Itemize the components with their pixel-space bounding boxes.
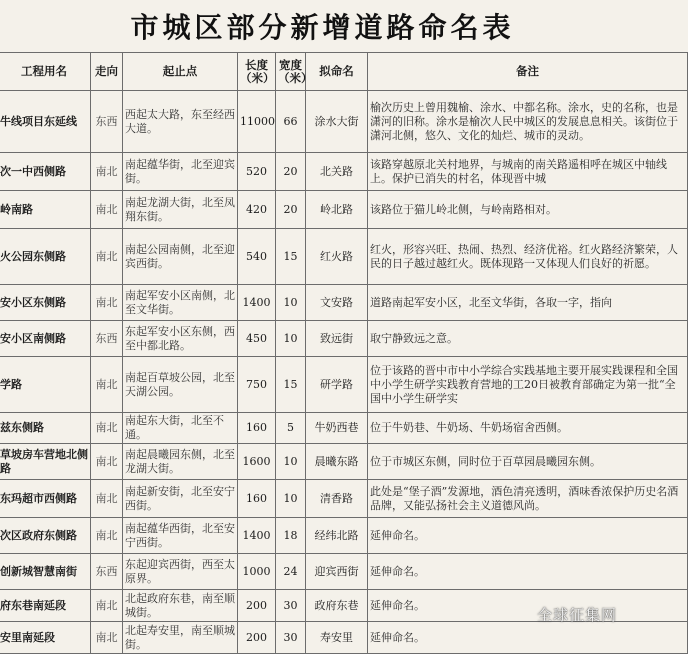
new-name: 文安路 [306,285,368,321]
project-name: 东玛超市西侧路 [0,480,91,518]
width: 20 [276,191,306,229]
length: 1000 [238,554,276,590]
project-name: 草坡房车营地北侧路 [0,444,91,480]
route: 南起晨曦园东侧，北至龙湖大街。 [123,444,238,480]
length: 750 [238,357,276,413]
project-name: 次一中西侧路 [0,153,91,191]
table-row [0,191,688,229]
direction: 南北 [91,413,123,444]
direction: 南北 [91,229,123,285]
width: 18 [276,518,306,554]
project-name: 安小区东侧路 [0,285,91,321]
note: 延伸命名。 [368,554,688,590]
new-name: 致远街 [306,321,368,357]
project-name: 安小区南侧路 [0,321,91,357]
route: 东起军安小区东侧，西至中都北路。 [123,321,238,357]
length: 540 [238,229,276,285]
note: 位于市城区东侧，同时位于百草园晨曦园东侧。 [368,444,688,480]
direction: 南北 [91,285,123,321]
new-name: 研学路 [306,357,368,413]
header-project: 工程用名 [0,53,91,91]
note: 取宁静致远之意。 [368,321,688,357]
route: 北起政府东巷，南至顺城街。 [123,590,238,622]
length: 1600 [238,444,276,480]
note: 该路位于猫儿岭北侧，与岭南路相对。 [368,191,688,229]
width: 30 [276,622,306,654]
new-name: 清香路 [306,480,368,518]
project-name: 安里南延段 [0,622,91,654]
length: 200 [238,622,276,654]
direction: 东西 [91,321,123,357]
length: 200 [238,590,276,622]
page-title: 市城区部分新增道路命名表 [130,11,515,44]
header-note: 备注 [368,53,688,91]
header-width: 宽度 （米） [276,53,306,91]
project-name: 创新城智慧南街 [0,554,91,590]
width: 10 [276,321,306,357]
table-row [0,518,688,554]
length: 1400 [238,285,276,321]
table-row [0,357,688,413]
new-name: 晨曦东路 [306,444,368,480]
header-length: 长度 （米） [238,53,276,91]
watermark: 全球征集网 [537,606,618,624]
route: 南起东大街，北至不通。 [123,413,238,444]
new-name: 涂水大街 [306,91,368,153]
road-naming-table [0,52,688,654]
route: 南起蕴华街，北至迎宾街。 [123,153,238,191]
direction: 南北 [91,153,123,191]
new-name: 岭北路 [306,191,368,229]
project-name: 火公园东侧路 [0,229,91,285]
table-row [0,229,688,285]
project-name: 府东巷南延段 [0,590,91,622]
direction: 东西 [91,554,123,590]
note: 红火，形容兴旺、热闹、热烈、经济优裕。红火路经济繁荣，人民的日子越过越红火。既体现路一又体现人们良好的祈愿。 [368,229,688,285]
table-row [0,153,688,191]
width: 10 [276,285,306,321]
direction: 南北 [91,357,123,413]
table-row [0,554,688,590]
header-direction: 走向 [91,53,123,91]
direction: 南北 [91,590,123,622]
new-name: 北关路 [306,153,368,191]
direction: 南北 [91,518,123,554]
table-header-row [0,53,688,91]
route: 北起寿安里，南至顺城街。 [123,622,238,654]
direction: 南北 [91,622,123,654]
route: 南起龙湖大街，北至凤翔东街。 [123,191,238,229]
note: 该路穿越原北关村地界，与城南的南关路遥相呼在城区中轴线上。保护已消失的村名，体现晋中城 [368,153,688,191]
direction: 南北 [91,480,123,518]
route: 南起军安小区南侧，北至文华街。 [123,285,238,321]
direction: 东西 [91,91,123,153]
direction: 南北 [91,444,123,480]
table-row [0,622,688,654]
header-route: 起止点 [123,53,238,91]
length: 520 [238,153,276,191]
route: 南起蕴华西街，北至安宁西街。 [123,518,238,554]
table-row [0,444,688,480]
project-name: 牛线项目东延线 [0,91,91,153]
length: 11000 [238,91,276,153]
table-row [0,91,688,153]
width: 66 [276,91,306,153]
length: 450 [238,321,276,357]
length: 160 [238,480,276,518]
direction: 南北 [91,191,123,229]
route: 西起太大路，东至经西大道。 [123,91,238,153]
width: 10 [276,444,306,480]
project-name: 学路 [0,357,91,413]
new-name: 牛奶西巷 [306,413,368,444]
width: 15 [276,357,306,413]
note: 此处是“堡子酒”发源地，酒色清亮透明，酒味香浓保护历史名酒品牌，又能弘扬社会主义道德风尚。 [368,480,688,518]
table-row [0,285,688,321]
new-name: 经纬北路 [306,518,368,554]
width: 15 [276,229,306,285]
length: 1400 [238,518,276,554]
project-name: 岭南路 [0,191,91,229]
route: 东起迎宾西街，西至太原界。 [123,554,238,590]
table-row [0,321,688,357]
note: 道路南起军安小区，北至文华街，各取一字，指向 [368,285,688,321]
width: 10 [276,480,306,518]
table-row [0,480,688,518]
width: 24 [276,554,306,590]
new-name: 寿安里 [306,622,368,654]
length: 420 [238,191,276,229]
route: 南起新安街，北至安宁西街。 [123,480,238,518]
width: 20 [276,153,306,191]
note: 榆次历史上曾用魏榆、涂水、中都名称。涂水，史的名称，也是潇河的旧称。涂水是榆次人民中城区的发展息息相关。该街位于潇河北侧，悠久、文化的灿烂、城市的灵动。 [368,91,688,153]
note: 延伸命名。 [368,590,688,622]
new-name: 红火路 [306,229,368,285]
route: 南起百草坡公园，北至天湖公园。 [123,357,238,413]
length: 160 [238,413,276,444]
note: 位于该路的晋中市中小学综合实践基地主要开展实践课程和全国中小学生研学实践教育营地的工20日被教育部确定为第一批“全国中小学生研学实 [368,357,688,413]
project-name: 次区政府东侧路 [0,518,91,554]
route: 南起公园南侧，北至迎宾西街。 [123,229,238,285]
new-name: 政府东巷 [306,590,368,622]
width: 5 [276,413,306,444]
project-name: 兹东侧路 [0,413,91,444]
note: 延伸命名。 [368,518,688,554]
width: 30 [276,590,306,622]
note: 位于牛奶巷、牛奶场、牛奶场宿舍西侧。 [368,413,688,444]
new-name: 迎宾西街 [306,554,368,590]
table-row [0,413,688,444]
header-new-name: 拟命名 [306,53,368,91]
note: 延伸命名。 [368,622,688,654]
